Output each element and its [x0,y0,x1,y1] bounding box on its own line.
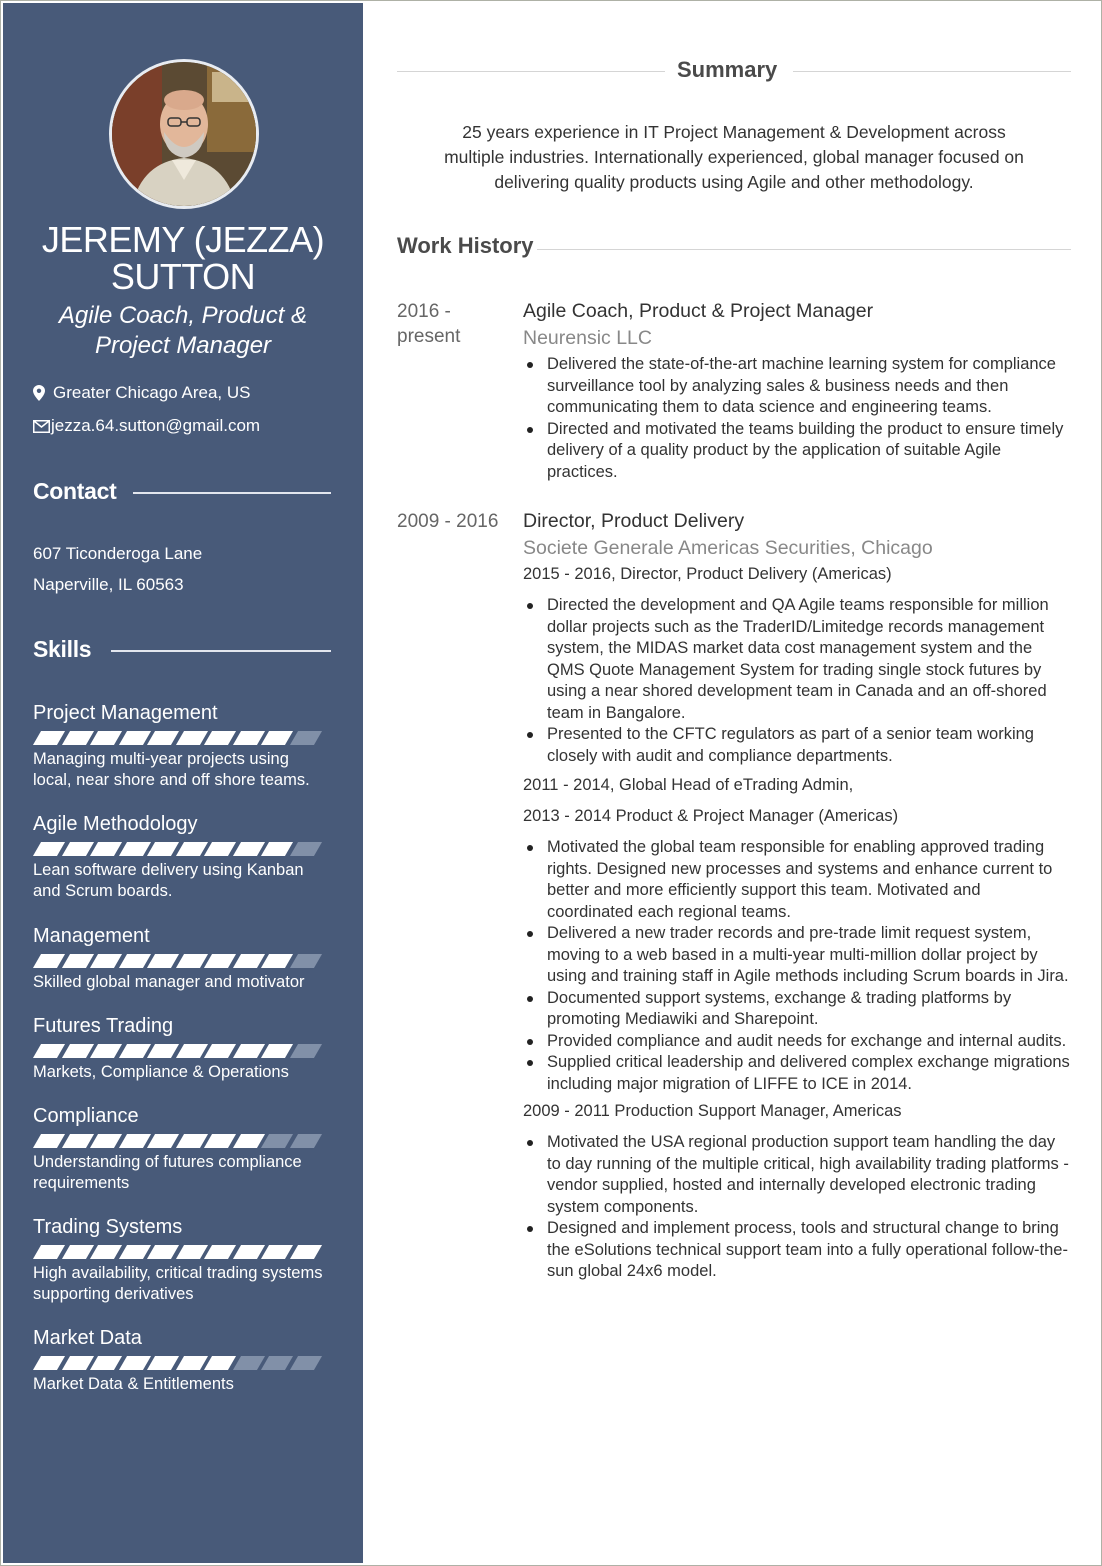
rating-segment-filled [147,731,179,745]
bullet-item: Motivated the global team responsible for enabling approved trading rights. Designed new processes and systems and enhance current to better and more efficiently support this team. Motivated and coordinated each regional teams. [547,837,1071,923]
job-title: Agile Coach, Product & Project Manager [523,300,874,322]
rating-segment-filled [175,731,207,745]
skill-rating-bar [33,1356,338,1370]
summary-header [397,57,1071,85]
summary-line-1: 25 years experience in IT Project Management & Development across [462,122,1006,142]
rating-segment-filled [232,1134,264,1148]
envelope-icon [33,420,50,433]
skill-description [33,860,338,902]
bullet-item: Directed and motivated the teams building the product to ensure timely delivery of a quality product by the application of suitable Agile practices. [547,419,1071,484]
email-link[interactable]: jezza.64.sutton@gmail.com [51,416,261,435]
rating-segment-filled [204,1245,236,1259]
skill-rating-bar [33,842,338,856]
rating-segment-empty [232,1356,264,1370]
work-history-heading: Work History [397,233,534,258]
bullet-item: Documented support systems, exchange & trading platforms by promoting Mediawiki and Sharepoint. [547,988,1071,1031]
job-company: Societe Generale Americas Securities, Chicago [523,537,933,559]
job-date [397,299,460,349]
address-line-2: Naperville, IL 60563 [33,575,184,594]
skill-description-line1: Skilled global manager and motivator [33,973,305,991]
rating-segment-filled [118,1044,150,1058]
rating-segment-filled [118,1356,150,1370]
summary-divider-left [397,71,665,72]
skill-item [33,924,338,993]
email-row[interactable] [33,416,260,436]
map-pin-icon [33,385,45,401]
skill-description-line2: local, near shore and off shore teams. [33,771,310,789]
work-history-divider [537,249,1071,250]
skill-item [33,701,338,791]
contact-divider [133,492,331,494]
candidate-name-line2: SUTTON [110,256,256,297]
rating-segment-filled [147,1245,179,1259]
job-bullets [523,1132,1071,1283]
rating-segment-filled [175,954,207,968]
location-text: Greater Chicago Area, US [53,383,251,402]
rating-segment-filled [204,1044,236,1058]
rating-segment-filled [261,1044,293,1058]
location-row [33,383,250,403]
rating-segment-filled [90,1044,122,1058]
skill-name: Project Management [33,702,218,724]
rating-segment-empty [289,1356,321,1370]
summary-text [417,120,1051,195]
skill-description-line2: supporting derivatives [33,1285,194,1303]
role-subheading: 2015 - 2016, Director, Product Delivery (Americas) [523,565,892,583]
profile-photo-illustration [112,62,256,206]
rating-segment-filled [33,1134,65,1148]
rating-segment-filled [61,842,93,856]
candidate-title [3,301,363,361]
job-entry [523,508,1071,1283]
skill-name: Futures Trading [33,1015,174,1037]
rating-segment-filled [118,731,150,745]
job-company: Neurensic LLC [523,327,652,349]
summary-line-2: multiple industries. Internationally experienced, global manager focused on [444,147,1024,167]
skill-name: Management [33,925,150,947]
rating-segment-filled [289,1245,321,1259]
skill-item [33,1215,338,1305]
address-line-1: 607 Ticonderoga Lane [33,544,203,563]
rating-segment-filled [90,1134,122,1148]
role-subheading: 2009 - 2011 Production Support Manager, Americas [523,1102,902,1120]
bullet-item: Directed the development and QA Agile teams responsible for million dollar projects such as the TraderID/Limitedge records management system, the MIDAS market data cost management system and the QMS Quote Management System for trading single stock futures by using a near shored development team in Canada and an off-shored team in Bangalore. [547,595,1071,724]
rating-segment-filled [232,842,264,856]
rating-segment-filled [61,1356,93,1370]
skill-name: Market Data [33,1327,142,1349]
summary-divider-right [793,71,1071,72]
candidate-title-line1: Agile Coach, Product & [58,302,308,329]
rating-segment-filled [61,1245,93,1259]
bullet-item: Delivered a new trader records and pre-trade limit request system, moving to a web based in a multi-year multi-million dollar project by using and training staff in Agile methods including Scrum boards in Jira. [547,923,1071,988]
skill-description-line1: Managing multi-year projects using [33,750,289,768]
contact-heading: Contact [33,478,117,504]
bullet-item: Delivered the state-of-the-art machine learning system for compliance surveillance tool by analyzing sales & business needs and then communicating them to data science and engineering teams. [547,354,1071,419]
rating-segment-empty [289,842,321,856]
skills-divider [111,650,331,652]
rating-segment-filled [232,731,264,745]
rating-segment-filled [204,731,236,745]
bullet-item: Designed and implement process, tools and structural change to bring the eSolutions technical support team into a fully operational follow-the-sun global 24x6 model. [547,1218,1071,1283]
skill-name: Compliance [33,1105,139,1127]
candidate-title-line2: Project Manager [94,332,272,359]
rating-segment-empty [289,1044,321,1058]
rating-segment-filled [175,1044,207,1058]
skill-name: Agile Methodology [33,813,198,835]
skill-description-line1: Lean software delivery using Kanban [33,861,304,879]
rating-segment-filled [33,1356,65,1370]
rating-segment-filled [261,731,293,745]
job-date-line2: present [397,326,461,347]
job-bullets [523,837,1071,1095]
job-bullets [523,354,1071,483]
rating-segment-filled [175,1245,207,1259]
rating-segment-empty [261,1356,293,1370]
skill-rating-bar [33,731,338,745]
rating-segment-filled [61,954,93,968]
rating-segment-filled [175,842,207,856]
work-history-header [397,233,1071,263]
skill-description-line1: Markets, Compliance & Operations [33,1063,289,1081]
bullet-item: Supplied critical leadership and delivered complex exchange migrations including major migration of LIFFE to ICE in 2014. [547,1052,1071,1095]
bullet-item: Motivated the USA regional production support team handling the day to day running of the multiple critical, high availability trading platforms - vendor supplied, hosted and internally developed electronic trading system components. [547,1132,1071,1218]
rating-segment-filled [118,842,150,856]
rating-segment-filled [147,1134,179,1148]
rating-segment-filled [261,1245,293,1259]
rating-segment-filled [33,1245,65,1259]
rating-segment-empty [289,1134,321,1148]
rating-segment-filled [90,1245,122,1259]
skill-name: Trading Systems [33,1216,183,1238]
rating-segment-filled [118,1134,150,1148]
rating-segment-filled [147,1356,179,1370]
rating-segment-filled [90,731,122,745]
role-subheading: 2013 - 2014 Product & Project Manager (Americas) [523,807,899,825]
bullet-item: Presented to the CFTC regulators as part of a senior team working closely with audit and compliance departments. [547,724,1071,767]
rating-segment-filled [90,842,122,856]
rating-segment-filled [232,1044,264,1058]
skill-description [33,972,338,993]
skill-description-line2: requirements [33,1174,130,1192]
skill-description-line1: Understanding of futures compliance [33,1153,302,1171]
rating-segment-filled [61,731,93,745]
rating-segment-filled [204,954,236,968]
skill-description-line1: High availability, critical trading systems [33,1264,323,1282]
candidate-name-line1: JEREMY (JEZZA) [41,219,325,260]
skill-description [33,749,338,791]
job-date: 2009 - 2016 [397,511,499,532]
rating-segment-empty [289,731,321,745]
skill-description [33,1152,338,1194]
summary-line-3: delivering quality products using Agile and other methodology. [494,172,974,192]
skill-rating-bar [33,954,338,968]
skill-item [33,1014,338,1083]
candidate-name [3,221,363,295]
skills-heading: Skills [33,636,92,662]
job-entry [523,298,1071,483]
rating-segment-filled [261,842,293,856]
rating-segment-filled [232,954,264,968]
rating-segment-filled [90,1356,122,1370]
rating-segment-filled [33,1044,65,1058]
rating-segment-filled [204,1356,236,1370]
rating-segment-filled [90,954,122,968]
summary-heading: Summary [677,57,778,82]
rating-segment-filled [61,1044,93,1058]
rating-segment-filled [261,954,293,968]
job-title: Director, Product Delivery [523,510,745,532]
skill-description [33,1263,338,1305]
skill-rating-bar [33,1044,338,1058]
skill-description [33,1374,338,1395]
rating-segment-filled [33,731,65,745]
rating-segment-filled [33,954,65,968]
rating-segment-filled [232,1245,264,1259]
skill-description-line2: and Scrum boards. [33,882,173,900]
rating-segment-filled [33,842,65,856]
rating-segment-filled [118,1245,150,1259]
skill-item [33,812,338,902]
role-subheading: 2011 - 2014, Global Head of eTrading Admin, [523,776,854,794]
rating-segment-filled [175,1134,207,1148]
skill-item [33,1104,338,1194]
skill-rating-bar [33,1134,338,1148]
skill-description-line1: Market Data & Entitlements [33,1375,234,1393]
profile-photo [109,59,259,209]
job-date-line1: 2016 - [397,301,451,322]
skill-item [33,1326,338,1395]
rating-segment-filled [204,842,236,856]
rating-segment-empty [261,1134,293,1148]
rating-segment-filled [61,1134,93,1148]
rating-segment-empty [289,954,321,968]
rating-segment-filled [204,1134,236,1148]
rating-segment-filled [147,1044,179,1058]
rating-segment-filled [175,1356,207,1370]
skill-rating-bar [33,1245,338,1259]
rating-segment-filled [147,954,179,968]
job-bullets [523,595,1071,767]
rating-segment-filled [118,954,150,968]
rating-segment-filled [147,842,179,856]
skill-description [33,1062,338,1083]
bullet-item: Provided compliance and audit needs for exchange and internal audits. [547,1031,1071,1053]
sidebar [3,3,363,1563]
